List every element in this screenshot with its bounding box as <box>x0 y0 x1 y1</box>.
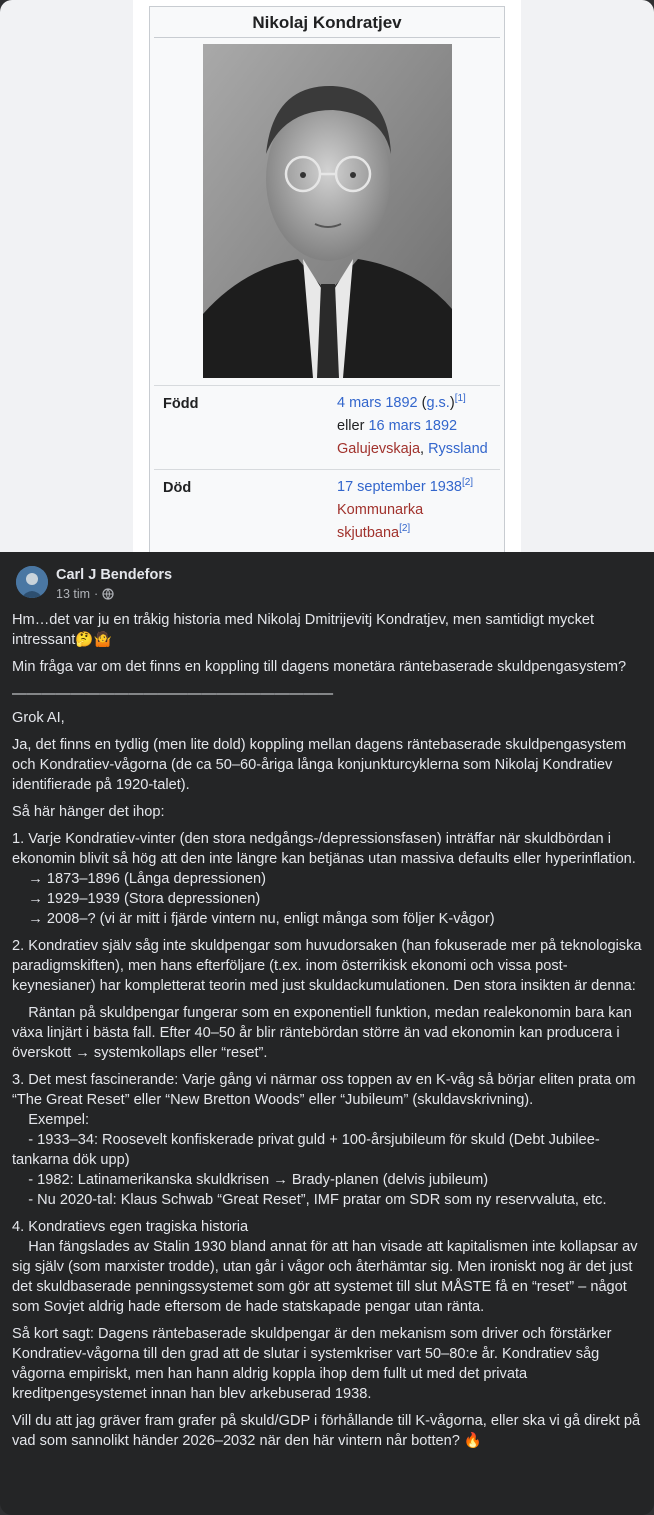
value-text: ) <box>449 395 455 411</box>
reference-link[interactable]: [1] <box>454 393 466 405</box>
post-paragraph: Hm…det var ju en tråkig historia med Nikolaj Dmitrijevitj Kondratjev, men samtidigt mycket intressant🤔🤷 <box>12 612 599 648</box>
post-paragraph: 1. Varje Kondratiev-vinter (den stora nedgångs-/depressionsfasen) inträffar när skuldbördan i ekonomin blivit så hög att den inte längre kan betjänas utan massiva defaults eller hyperinflation. → 1873–1896 (Långa depressionen) → 1929–1939 (Stora depressionen) → 2008–? (vi är mitt i fjärde vintern nu, enligt många som följer K-vågor) <box>12 831 636 927</box>
post-paragraph: Grok AI, <box>12 710 65 726</box>
facebook-post <box>0 552 654 1515</box>
born-label: Född <box>163 396 199 412</box>
post-meta <box>56 587 114 601</box>
avatar[interactable] <box>16 566 48 598</box>
wiki-link[interactable]: Kommunarka <box>337 502 424 518</box>
row-divider <box>154 385 500 386</box>
wiki-link[interactable]: g.s. <box>426 395 450 411</box>
value-text: eller <box>337 418 369 434</box>
post-paragraph: Så kort sagt: Dagens räntebaserade skuldpengar är den mekanism som driver och förstärker Kondratiev-vågorna till den grad att de slutar i systemkriser vart 50–80:e år. Kondratiev såg vågorna empiriskt, men han hann aldrig koppla ihop dem fullt ut med det privata kreditpengesystemet innan han blev arkebuserad 1938. <box>12 1326 616 1402</box>
post-paragraph: Så här hänger det ihop: <box>12 804 165 820</box>
reference-link[interactable]: [2] <box>461 477 474 489</box>
value-text: ( <box>417 395 427 411</box>
post-paragraph: 2. Kondratiev själv såg inte skuldpengar som huvudorsaken (han fokuserade mer på teknologiska paradigmskiften), men hans efterföljare (t.ex. inom österrikisk ekonomi och vissa post-keynesianer) har kompletterat teorin med just skuldackumulationen. Den stora insikten är denna: <box>12 938 646 994</box>
avatar-image <box>16 566 48 598</box>
infobox-value-line <box>337 476 473 499</box>
born-value <box>337 392 488 461</box>
title-divider <box>154 37 500 38</box>
portrait-photo <box>203 44 452 378</box>
post-paragraph: Ja, det finns en tydlig (men lite dold) koppling mellan dagens räntebaserade skuldpengasystem och Kondratiev-vågorna (de ca 50–60-åriga långa konjunkturcyklerna som Nikolaj Kondratiev identifierade på 1920-talet). <box>12 737 631 793</box>
portrait-image <box>203 44 452 378</box>
wiki-link[interactable]: skjutbana <box>337 525 400 541</box>
wiki-link[interactable]: 16 mars 1892 <box>368 418 458 434</box>
infobox-value-line <box>337 392 488 415</box>
row-divider <box>154 469 500 470</box>
infobox <box>149 6 505 552</box>
post-paragraph: Min fråga var om det finns en koppling till dagens monetära räntebaserade skuldpengasystem? <box>12 659 627 675</box>
wikipedia-screenshot <box>0 0 654 552</box>
post-body <box>12 610 646 1458</box>
infobox-title: Nikolaj Kondratjev <box>252 13 402 32</box>
infobox-value-line <box>337 415 488 438</box>
reference-link[interactable]: [2] <box>399 523 411 535</box>
wiki-link[interactable]: 4 mars 1892 <box>337 395 418 411</box>
post-paragraph: Räntan på skuldpengar fungerar som en exponentiell funktion, medan realekonomin bara kan växa linjärt i bästa fall. Efter 40–50 år blir räntebördan större än vad ekonomin kan producera i överskott → systemkollaps eller “reset”. <box>12 1005 636 1061</box>
wiki-link[interactable]: Galujevskaja <box>337 441 421 457</box>
meta-separator: · <box>94 587 99 601</box>
died-label: Död <box>163 480 192 496</box>
wiki-link[interactable]: Ryssland <box>428 441 488 457</box>
infobox-value-line <box>337 499 473 522</box>
post-paragraph: —————————————————————— <box>12 686 334 702</box>
post-time[interactable]: 13 tim <box>56 587 91 601</box>
infobox-value-line <box>337 438 488 461</box>
died-value <box>337 476 473 545</box>
infobox-value-line <box>337 522 473 545</box>
globe-icon <box>102 588 114 600</box>
author-name[interactable]: Carl J Bendefors <box>56 567 173 583</box>
post-paragraph: Vill du att jag gräver fram grafer på skuld/GDP i förhållande till K-vågorna, eller ska vi gå direkt på vad som sannolikt händer 2026–2032 när den här vintern når botten? 🔥 <box>12 1413 645 1449</box>
post-paragraph: 3. Det mest fascinerande: Varje gång vi närmar oss toppen av en K-våg så börjar eliten prata om “The Great Reset” eller “New Bretton Woods” eller “Jubileum” (skuldavskrivning). Exempel: - 1933–34: Roosevelt konfiskerade privat guld + 100-årsjubileum för skuld (Debt Jubilee-tankarna dök upp) - 1982: Latinamerikanska skuldkrisen → Brady-planen (delvis jubileum) - Nu 2020-tal: Klaus Schwab “Great Reset”, IMF pratar om SDR som ny reservvaluta, etc. <box>12 1072 636 1208</box>
post-paragraph: 4. Kondratievs egen tragiska historia Han fängslades av Stalin 1930 bland annat för att han visade att kapitalismen inte kollapsar av sig själv (som marxister trodde), utan går i vågor och återhämtar sig. Men ironiskt nog är det just det skuldbaserade penningssystemet som gör att systemet till slut MÅSTE få en “reset” – något som Sovjet aldrig hade eftersom de hade statskapade pengar utan ränta. <box>12 1219 638 1315</box>
wiki-link[interactable]: 17 september 1938 <box>337 479 462 495</box>
value-text: , <box>420 441 429 457</box>
